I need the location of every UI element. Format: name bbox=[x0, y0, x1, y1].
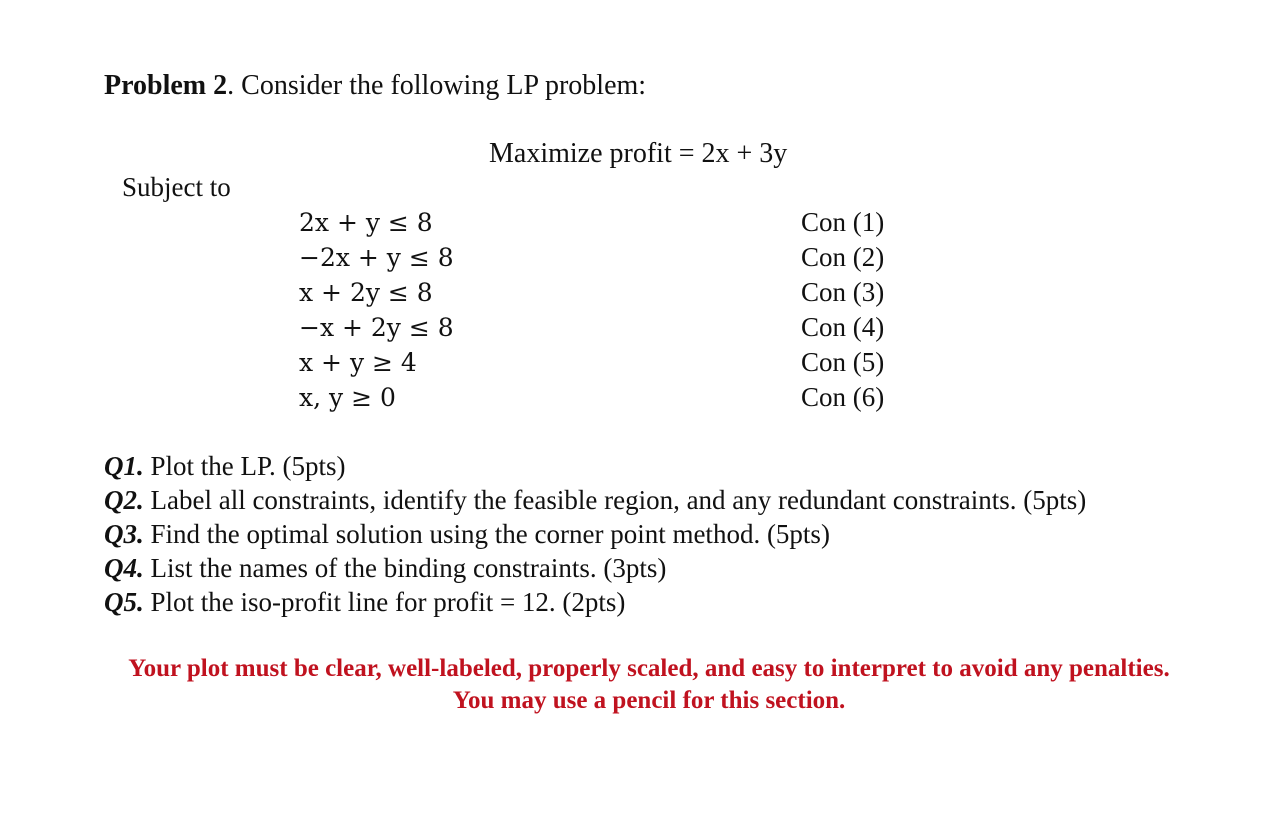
question-3 bbox=[104, 517, 1086, 551]
question-3-text: Find the optimal solution using the corner point method. (5pts) bbox=[143, 519, 830, 549]
constraint-4-name: Con (4) bbox=[801, 312, 885, 342]
problem-intro: . Consider the following LP problem: bbox=[227, 70, 647, 101]
question-1-text: Plot the LP. (5pts) bbox=[143, 451, 346, 481]
question-5 bbox=[104, 585, 1086, 619]
question-4-text: List the names of the binding constraints. (3pts) bbox=[143, 553, 667, 583]
constraint-1-name: Con (1) bbox=[801, 207, 885, 237]
constraint-expressions bbox=[299, 205, 454, 415]
constraint-6-expr: x, y ≥ 0 bbox=[299, 383, 396, 412]
constraint-3-expr: x + 2y ≤ 8 bbox=[299, 278, 433, 307]
subject-to-label: Subject to bbox=[122, 172, 231, 202]
problem-heading bbox=[104, 70, 646, 102]
question-list bbox=[104, 449, 1086, 619]
question-1-number: Q1. bbox=[104, 451, 144, 481]
constraint-4-expr: −x + 2y ≤ 8 bbox=[299, 313, 454, 342]
question-5-number: Q5. bbox=[104, 587, 144, 617]
constraint-5-name: Con (5) bbox=[801, 347, 885, 377]
constraint-2-name: Con (2) bbox=[801, 242, 885, 272]
constraint-6-name: Con (6) bbox=[801, 382, 885, 412]
constraint-names bbox=[801, 205, 884, 415]
question-4-number: Q4. bbox=[104, 553, 144, 583]
question-3-number: Q3. bbox=[104, 519, 144, 549]
question-2-text: Label all constraints, identify the feasible region, and any redundant constraints. (5pts) bbox=[143, 485, 1087, 515]
question-2 bbox=[104, 483, 1086, 517]
problem-label: Problem 2 bbox=[104, 70, 228, 101]
notice-line-2: You may use a pencil for this section. bbox=[452, 687, 846, 714]
constraint-2-expr: −2x + y ≤ 8 bbox=[299, 243, 454, 272]
question-2-number: Q2. bbox=[104, 485, 144, 515]
constraint-3-name: Con (3) bbox=[801, 277, 885, 307]
question-1 bbox=[104, 449, 1086, 483]
question-5-text: Plot the iso-profit line for profit = 12. (2pts) bbox=[143, 587, 626, 617]
notice-line-1: Your plot must be clear, well-labeled, properly scaled, and easy to interpret to avoid any penalties. bbox=[128, 655, 1170, 682]
objective-function: Maximize profit = 2x + 3y bbox=[489, 138, 788, 169]
question-4 bbox=[104, 551, 1086, 585]
constraint-5-expr: x + y ≥ 4 bbox=[299, 348, 417, 377]
constraint-1-expr: 2x + y ≤ 8 bbox=[299, 208, 433, 237]
